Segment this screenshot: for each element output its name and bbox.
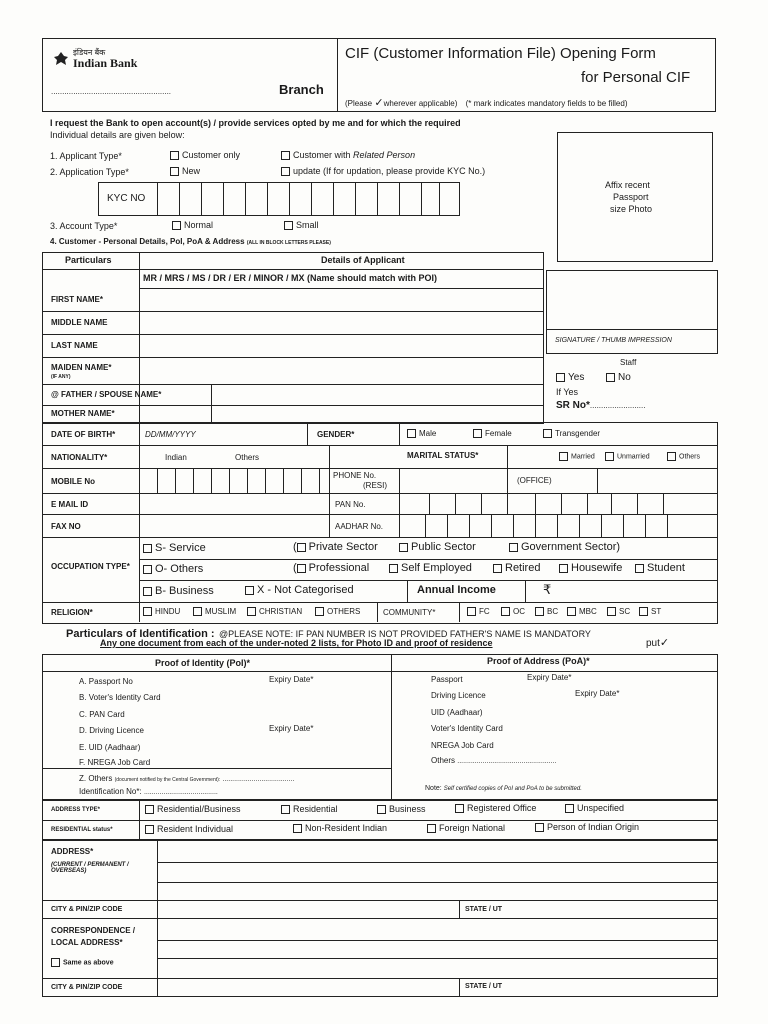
account-normal[interactable]: Normal	[172, 220, 213, 230]
checkbox-icon[interactable]	[389, 564, 398, 573]
email-label: E MAIL ID	[51, 500, 89, 509]
applicant-type-label: 1. Applicant Type*	[50, 151, 122, 161]
father-spouse-input[interactable]	[212, 385, 542, 405]
gender-female[interactable]: Female	[473, 429, 512, 438]
applicant-customer-only[interactable]: Customer only	[170, 150, 240, 160]
first-name-label: FIRST NAME*	[51, 295, 103, 304]
checkbox-icon[interactable]	[535, 823, 544, 832]
details-table	[42, 252, 544, 424]
addr-residential-business[interactable]: Residential/Business	[145, 804, 241, 814]
checkbox-icon[interactable]	[559, 452, 568, 461]
branch-label: Branch	[279, 82, 324, 97]
dob-format[interactable]: DD/MM/YYYY	[145, 430, 196, 439]
tick-icon: ✓	[659, 637, 670, 649]
checkbox-icon[interactable]	[565, 804, 574, 813]
checkbox-icon[interactable]	[247, 607, 256, 616]
account-small[interactable]: Small	[284, 220, 319, 230]
checkbox-icon[interactable]	[293, 824, 302, 833]
checkbox-icon[interactable]	[667, 452, 676, 461]
nationality-indian[interactable]: Indian	[165, 453, 187, 462]
form-header	[42, 38, 716, 112]
last-name-input[interactable]	[140, 335, 542, 357]
address-input[interactable]	[158, 840, 716, 899]
correspondence-label-1: CORRESPONDENCE /	[51, 926, 136, 935]
poi-nrega[interactable]: F. NREGA Job Card	[79, 758, 151, 767]
middle-name-input[interactable]	[140, 312, 542, 334]
poi-pan[interactable]: C. PAN Card	[79, 710, 125, 719]
checkbox-icon[interactable]	[427, 824, 436, 833]
checkbox-icon[interactable]	[635, 564, 644, 573]
poi-passport[interactable]: A. Passport No	[79, 677, 133, 686]
dob-label: DATE OF BIRTH*	[51, 430, 116, 439]
indian-bank-logo-icon	[53, 51, 69, 67]
community-fc[interactable]: FC	[467, 607, 490, 616]
poa-passport-expiry: Expiry Date*	[527, 673, 572, 682]
proof-table	[42, 654, 718, 801]
community-oc[interactable]: OC	[501, 607, 525, 616]
checkbox-icon[interactable]	[143, 587, 152, 596]
checkbox-icon[interactable]	[143, 544, 152, 553]
checkbox-icon[interactable]	[407, 429, 416, 438]
checkbox-icon[interactable]	[567, 607, 576, 616]
fax-label: FAX NO	[51, 522, 81, 531]
kyc-number-field[interactable]	[98, 182, 460, 216]
staff-block	[546, 352, 716, 416]
community-sc[interactable]: SC	[607, 607, 630, 616]
application-type-label: 2. Application Type*	[50, 167, 129, 177]
poa-header: Proof of Address (PoA)*	[487, 656, 590, 666]
residential-label: RESIDENTIAL status*	[51, 827, 113, 833]
maiden-sub: (IF ANY)	[51, 374, 71, 380]
checkbox-icon[interactable]	[543, 429, 552, 438]
state-ut-label-2: STATE / UT	[465, 983, 503, 990]
account-type-label: 3. Account Type*	[50, 221, 118, 231]
phone-office: (OFFICE)	[517, 476, 552, 485]
religion-muslim[interactable]: MUSLIM	[193, 607, 236, 616]
checkbox-icon[interactable]	[473, 429, 482, 438]
occ-private[interactable]: ( Private Sector	[293, 541, 378, 553]
checkbox-icon[interactable]	[556, 373, 565, 382]
poa-voter[interactable]: Voter's Identity Card	[431, 724, 503, 733]
occ-public[interactable]: Public Sector	[399, 541, 476, 553]
mother-name-label: MOTHER NAME*	[51, 409, 115, 418]
signature-box[interactable]	[546, 270, 718, 354]
photo-box	[557, 132, 713, 262]
religion-others[interactable]: OTHERS	[315, 607, 360, 616]
marital-label: MARITAL STATUS*	[407, 451, 479, 460]
checkbox-icon[interactable]	[639, 607, 648, 616]
address-type-table	[42, 799, 718, 841]
personal-grid	[42, 422, 718, 624]
gender-transgender[interactable]: Transgender	[543, 429, 600, 438]
community-bc[interactable]: BC	[535, 607, 558, 616]
poa-note: Note: Self certified copies of PoI and PoA to be submitted.	[425, 785, 582, 792]
checkbox-icon[interactable]	[193, 607, 202, 616]
checkbox-icon[interactable]	[455, 804, 464, 813]
checkbox-icon[interactable]	[315, 607, 324, 616]
middle-name-label: MIDDLE NAME	[51, 318, 108, 327]
checkbox-icon[interactable]	[143, 565, 152, 574]
checkbox-icon[interactable]	[281, 805, 290, 814]
poa-others[interactable]: Others ...................................................	[431, 756, 557, 765]
kyc-label: KYC NO	[107, 193, 146, 204]
poi-driving-expiry: Expiry Date*	[269, 724, 314, 733]
first-name-input[interactable]	[140, 289, 542, 311]
poi-passport-expiry: Expiry Date*	[269, 675, 314, 684]
checkbox-icon[interactable]	[559, 564, 568, 573]
checkbox-icon[interactable]	[170, 167, 179, 176]
religion-label: RELIGION*	[51, 608, 93, 617]
res-nri[interactable]: Non-Resident Indian	[293, 823, 387, 833]
checkbox-icon[interactable]	[297, 564, 306, 573]
poa-nrega[interactable]: NREGA Job Card	[431, 741, 494, 750]
city-pin-label-2: CITY & PIN/ZIP CODE	[51, 984, 123, 991]
occ-not-categorised[interactable]: X - Not Categorised	[245, 584, 354, 596]
form-title: CIF (Customer Information File) Opening Form	[345, 45, 656, 62]
correspondence-input[interactable]	[158, 919, 716, 977]
checkbox-icon[interactable]	[509, 543, 518, 552]
checkbox-icon[interactable]	[605, 452, 614, 461]
addr-registered-office[interactable]: Registered Office	[455, 803, 536, 813]
staff-no[interactable]: No	[606, 372, 631, 383]
community-mbc[interactable]: MBC	[567, 607, 597, 616]
gender-male[interactable]: Male	[407, 429, 436, 438]
state-ut-label: STATE / UT	[465, 906, 503, 913]
rupee-icon: ₹	[543, 582, 552, 597]
intro-line2: Individual details are given below:	[50, 130, 185, 140]
staff-yes[interactable]: Yes	[556, 372, 584, 383]
staff-if-yes: If Yes	[556, 387, 579, 397]
community-st[interactable]: ST	[639, 607, 661, 616]
marital-unmarried[interactable]: Unmarried	[605, 452, 650, 461]
bank-name-hindi: इंडियन बैंक	[73, 48, 106, 57]
fax-input[interactable]	[140, 515, 328, 537]
mobile-label: MOBILE No	[51, 477, 95, 486]
photo-line1: Affix recent	[605, 180, 650, 190]
pan-label: PAN No.	[335, 500, 366, 509]
addr-residential[interactable]: Residential	[281, 804, 338, 814]
mobile-row[interactable]	[43, 469, 717, 494]
res-pio[interactable]: Person of Indian Origin	[535, 822, 639, 832]
occ-student[interactable]: Student	[635, 562, 685, 574]
city-pin-input-2[interactable]	[158, 979, 458, 995]
checkbox-icon[interactable]	[145, 805, 154, 814]
correspondence-label-2: LOCAL ADDRESS*	[51, 938, 123, 947]
address-type-label: ADDRESS TYPE*	[51, 807, 101, 813]
photo-line3: size Photo	[610, 204, 653, 214]
maiden-name-input[interactable]	[140, 358, 542, 384]
form-subtitle: for Personal CIF	[581, 69, 691, 86]
branch-dots[interactable]: ......................................................	[51, 87, 172, 96]
poi-voter[interactable]: B. Voter's Identity Card	[79, 693, 161, 702]
checkbox-icon[interactable]	[284, 221, 293, 230]
res-foreign[interactable]: Foreign National	[427, 823, 505, 833]
poa-driving[interactable]: Driving Licence	[431, 691, 486, 700]
poi-uid[interactable]: E. UID (Aadhaar)	[79, 743, 141, 752]
gender-label: GENDER*	[317, 430, 355, 439]
annual-income-input[interactable]	[526, 581, 716, 601]
nationality-label: NATIONALITY*	[51, 453, 108, 462]
checkbox-icon[interactable]	[170, 151, 179, 160]
checkbox-icon[interactable]	[493, 564, 502, 573]
religion-christian[interactable]: CHRISTIAN	[247, 607, 302, 616]
last-name-label: LAST NAME	[51, 341, 98, 350]
religion-hindu[interactable]: HINDU	[143, 607, 180, 616]
application-update[interactable]: update (If for updation, please provide KYC No.)	[281, 166, 485, 176]
checkbox-icon[interactable]	[281, 151, 290, 160]
checkbox-icon[interactable]	[297, 543, 306, 552]
aadhar-label: AADHAR No.	[335, 522, 384, 531]
address-label: ADDRESS*	[51, 847, 94, 856]
checkbox-icon[interactable]	[172, 221, 181, 230]
poi-others[interactable]: Z. Others (document notified by the Central Government): .....................................	[79, 774, 295, 783]
father-spouse-label: @ FATHER / SPOUSE NAME*	[51, 390, 162, 399]
signature-label: SIGNATURE / THUMB IMPRESSION	[555, 337, 672, 344]
checkbox-icon[interactable]	[145, 825, 154, 834]
photo-line2: Passport	[613, 192, 649, 202]
checkbox-icon[interactable]	[606, 373, 615, 382]
occ-government[interactable]: Government Sector)	[509, 541, 620, 553]
personal-details-header: 4. Customer - Personal Details, PoI, PoA & Address (ALL IN BLOCK LETTERS PLEASE)	[50, 237, 331, 246]
mother-name-input[interactable]	[212, 406, 542, 422]
identification-line2: Any one document from each of the under-noted 2 lists, for Photo ID and proof of residence	[100, 638, 493, 648]
checkbox-icon[interactable]	[501, 607, 510, 616]
occ-housewife[interactable]: Housewife	[559, 562, 622, 574]
address-table	[42, 839, 718, 997]
poa-passport[interactable]: Passport	[431, 675, 463, 684]
title-options: MR / MRS / MS / DR / ER / MINOR / MX (Name should match with POI)	[143, 273, 438, 283]
res-individual[interactable]: Resident Individual	[145, 824, 233, 834]
occupation-label: OCCUPATION TYPE*	[51, 562, 130, 571]
checkbox-icon[interactable]	[467, 607, 476, 616]
annual-income-label: Annual Income	[417, 584, 496, 596]
tick-icon: ✓	[374, 97, 384, 109]
application-new[interactable]: New	[170, 166, 200, 176]
intro-line1: I request the Bank to open account(s) / provide services opted by me and for which the required	[50, 118, 461, 128]
phone-resi: (RESI)	[363, 481, 387, 490]
poi-driving[interactable]: D. Driving Licence	[79, 726, 144, 735]
maiden-name-label: MAIDEN NAME*	[51, 363, 112, 372]
poi-identification-no[interactable]: Identification No*: ......................................	[79, 787, 218, 796]
checkbox-icon[interactable]	[143, 607, 152, 616]
address-sub: (CURRENT / PERMANENT / OVERSEAS)	[51, 862, 129, 874]
same-as-above[interactable]: Same as above	[51, 958, 114, 967]
marital-married[interactable]: Married	[559, 452, 595, 461]
col-details: Details of Applicant	[321, 255, 405, 265]
col-particulars: Particulars	[65, 255, 112, 265]
occ-self-employed[interactable]: Self Employed	[389, 562, 472, 574]
poa-uid[interactable]: UID (Aadhaar)	[431, 708, 483, 717]
nationality-others[interactable]: Others	[235, 453, 260, 462]
occ-others[interactable]: O- Others	[143, 563, 203, 575]
bank-name: Indian Bank	[73, 56, 138, 70]
staff-sr-no[interactable]: SR No*.........................	[556, 400, 646, 411]
checkbox-icon[interactable]	[535, 607, 544, 616]
identification-title: Particulars of Identification : @PLEASE NOTE: IF PAN NUMBER IS NOT PROVIDED FATHER'S NAME IS MANDATORY	[66, 628, 591, 640]
checkbox-icon[interactable]	[51, 958, 60, 967]
checkbox-icon[interactable]	[281, 167, 290, 176]
header-note: (Please ✓wherever applicable) (* mark indicates mandatory fields to be filled)	[345, 97, 628, 109]
checkbox-icon[interactable]	[399, 543, 408, 552]
city-pin-label: CITY & PIN/ZIP CODE	[51, 906, 123, 913]
addr-unspecified[interactable]: Unspecified	[565, 803, 624, 813]
staff-label: Staff	[620, 358, 637, 367]
checkbox-icon[interactable]	[377, 805, 386, 814]
occ-professional[interactable]: ( Professional	[293, 562, 370, 574]
identification-put: put✓	[646, 637, 670, 649]
marital-others[interactable]: Others	[667, 452, 700, 461]
applicant-related-person[interactable]: Customer with Related Person	[281, 150, 415, 160]
state-ut-input-2[interactable]	[513, 979, 716, 995]
checkbox-icon[interactable]	[607, 607, 616, 616]
occ-business[interactable]: B- Business	[143, 585, 214, 597]
city-pin-input[interactable]	[158, 901, 458, 918]
phone-label: PHONE No.	[333, 471, 377, 480]
poi-header: Proof of Identity (PoI)*	[155, 658, 250, 668]
poa-driving-expiry: Expiry Date*	[575, 689, 620, 698]
community-label: COMMUNITY*	[383, 608, 436, 617]
addr-business[interactable]: Business	[377, 804, 426, 814]
occ-service[interactable]: S- Service	[143, 542, 206, 554]
checkbox-icon[interactable]	[245, 586, 254, 595]
occ-retired[interactable]: Retired	[493, 562, 540, 574]
state-ut-input[interactable]	[513, 901, 716, 918]
email-input[interactable]	[140, 494, 328, 514]
